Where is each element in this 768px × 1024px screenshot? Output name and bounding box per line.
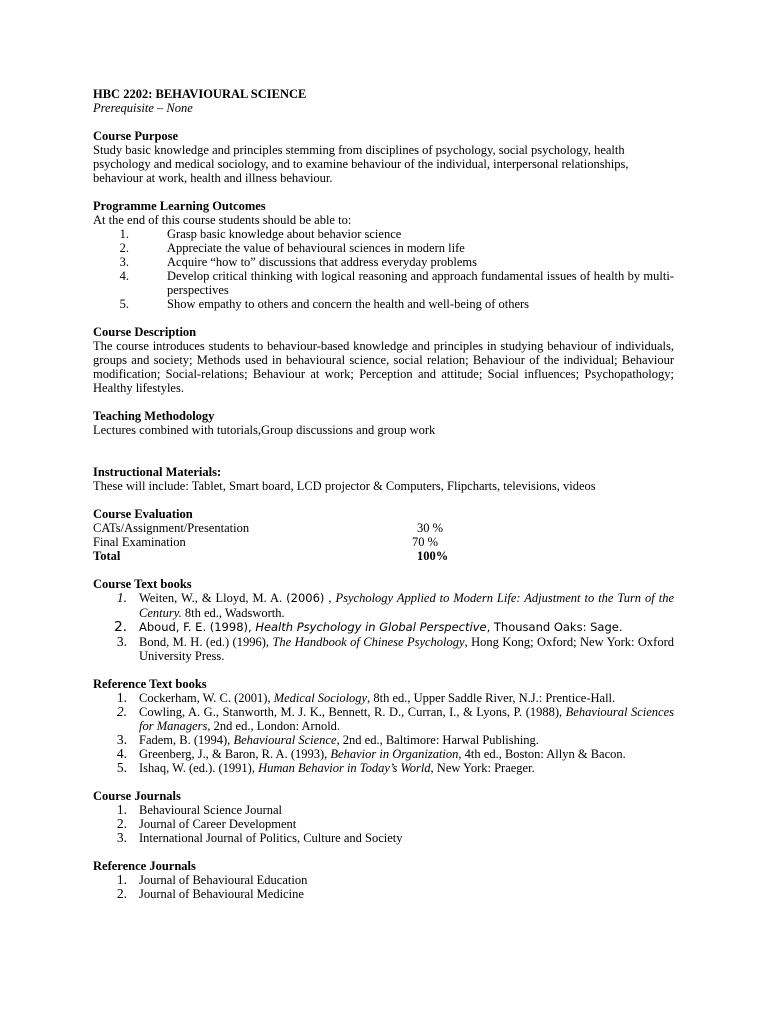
list-text: Acquire “how to” discussions that address everyday problems [167,255,477,269]
citation-title: Behavioural Sciences for Managers [139,705,675,733]
citation-title: Psychology Applied to Modern Life: Adjustment to the Turn of the Century. [139,591,675,620]
citation-authors: Cockerham, W. C. (2001), [139,691,274,705]
list-item [93,873,674,887]
evaluation-value: 100% [417,549,449,563]
list-number: 2. [119,241,129,255]
section-heading: Reference Text books [93,677,207,691]
evaluation-row [93,535,674,549]
list-number: 4. [116,746,127,761]
list-text: Grasp basic knowledge about behavior science [167,227,402,241]
citation-authors: Weiten, W., & Lloyd, M. A. [139,591,287,605]
reference-books-list [93,691,674,775]
list-number: 5. [119,297,129,311]
course-evaluation-section [93,507,674,563]
course-purpose-section [93,129,674,185]
citation-title: Medical Sociology [273,691,368,705]
list-number: 2. [116,704,127,719]
citation-publisher: , 2nd ed., Baltimore: Harwal Publishing. [336,733,539,747]
list-number: 2. [114,619,127,635]
list-number: 3. [116,830,127,845]
outcomes-list [93,227,674,311]
reference-journals-section [93,859,674,901]
citation-authors: Bond, M. H. (ed.) (1996), [139,635,273,649]
list-number: 3. [116,634,127,649]
citation-authors: Fadem, B. (1994), [139,733,234,747]
citation-title: Human Behavior in Today’s World [258,761,431,775]
course-title: HBC 2202: BEHAVIOURAL SCIENCE [93,87,307,101]
list-number: 1. [116,590,127,605]
list-item [93,761,674,775]
list-number: 3. [119,255,129,269]
list-text: Develop critical thinking with logical reasoning and approach fundamental issues of health by multi-perspectives [167,269,674,297]
list-number: 3. [116,732,127,747]
materials-text: These will include: Tablet, Smart board, LCD projector & Computers, Flipcharts, televisions, videos [93,479,596,493]
list-text: International Journal of Politics, Culture and Society [139,831,403,845]
evaluation-value: 70 % [412,535,439,549]
document-page [93,87,674,901]
list-text: Journal of Career Development [139,817,297,831]
citation-separator: , [324,591,336,605]
citation-title: The Handbook of Chinese Psychology [272,635,465,649]
list-item [93,620,674,635]
citation-publisher: 8th ed., Wadsworth. [181,606,285,620]
citation-year: (2006) [286,591,325,605]
citation-publisher: , 2nd ed., London: Arnold. [207,719,341,733]
list-item [93,269,674,297]
list-number: 5. [116,760,127,775]
list-text: Show empathy to others and concern the health and well-being of others [167,297,530,311]
list-item [93,747,674,761]
list-number: 2. [116,816,127,831]
evaluation-label: Final Examination [93,535,186,549]
list-number: 1. [119,227,129,241]
section-heading: Programme Learning Outcomes [93,199,266,213]
evaluation-label: CATs/Assignment/Presentation [93,521,250,535]
list-item [93,591,674,620]
course-text-books-section [93,577,674,663]
section-heading: Reference Journals [93,859,196,873]
list-item [93,241,674,255]
list-item [93,733,674,747]
purpose-text: Study basic knowledge and principles stemming from disciplines of psychology, social psychology, health psychology and medical sociology, and to examine behaviour of the individual, interpersonal relationships, behaviour at work, health and illness behaviour. [93,143,629,185]
list-item [93,705,674,733]
citation-publisher: , 8th ed., Upper Saddle River, N.J.: Prentice-Hall. [367,691,616,705]
evaluation-value: 30 % [417,521,444,535]
section-heading: Course Description [93,325,197,339]
list-number: 4. [119,269,129,283]
citation-publisher: , New York: Praeger. [430,761,535,775]
outcomes-section [93,199,674,311]
list-item [93,227,674,241]
list-item [93,817,674,831]
list-item [93,803,674,817]
reference-text-books-section [93,677,674,775]
list-item [93,831,674,845]
list-text: Appreciate the value of behavioural sciences in modern life [167,241,465,255]
list-text: Behavioural Science Journal [139,803,283,817]
course-journals-section [93,789,674,845]
list-item [93,635,674,663]
citation-title: Behavioural Science [233,733,337,747]
citation-authors: Greenberg, J., & Baron, R. A. (1993), [139,747,331,761]
description-text: The course introduces students to behaviour-based knowledge and principles in studying behaviour of individuals, groups and society; Methods used in behavioural science, social relation; Behaviour of the individual; Behaviour modification; Social-relations; Behaviour at work; Perception and attitude; Social influences; Psychopathology; Healthy lifestyles. [93,339,674,395]
citation-title: Health Psychology in Global Perspective [255,620,487,634]
citation-publisher: , Thousand Oaks: Sage. [486,620,623,634]
course-journals-list [93,803,674,845]
citation-authors: Cowling, A. G., Stanworth, M. J. K., Bennett, R. D., Curran, I., & Lyons, P. (1988), [139,705,566,719]
section-heading: Teaching Methodology [93,409,215,423]
reference-journals-list [93,873,674,901]
list-item [93,691,674,705]
list-number: 2. [116,886,127,901]
citation-title: Behavior in Organization [330,747,459,761]
evaluation-row [93,549,674,563]
section-heading: Course Journals [93,789,181,803]
course-description-section [93,325,674,395]
list-number: 1. [116,802,127,817]
citation-publisher: , 4th ed., Boston: Allyn & Bacon. [458,747,626,761]
list-text: Journal of Behavioural Medicine [139,887,304,901]
citation-authors: Aboud, F. E. (1998), [139,620,256,634]
citation-publisher: , Hong Kong; Oxford; New York: Oxford University Press. [139,635,675,663]
teaching-methodology-section [93,409,674,437]
list-number: 1. [116,690,127,705]
methodology-text: Lectures combined with tutorials,Group discussions and group work [93,423,436,437]
list-item [93,255,674,269]
evaluation-label: Total [93,549,121,563]
list-item [93,887,674,901]
outcomes-intro: At the end of this course students should be able to: [93,213,352,227]
section-heading: Course Purpose [93,129,179,143]
text-books-list [93,591,674,663]
section-heading: Instructional Materials: [93,465,222,479]
section-heading: Course Text books [93,577,192,591]
list-item [93,297,674,311]
list-number: 1. [116,872,127,887]
instructional-materials-section [93,465,674,493]
list-text: Journal of Behavioural Education [139,873,308,887]
evaluation-row [93,521,674,535]
prerequisite: Prerequisite – None [93,101,193,115]
citation-authors: Ishaq, W. (ed.). (1991), [139,761,259,775]
section-heading: Course Evaluation [93,507,193,521]
